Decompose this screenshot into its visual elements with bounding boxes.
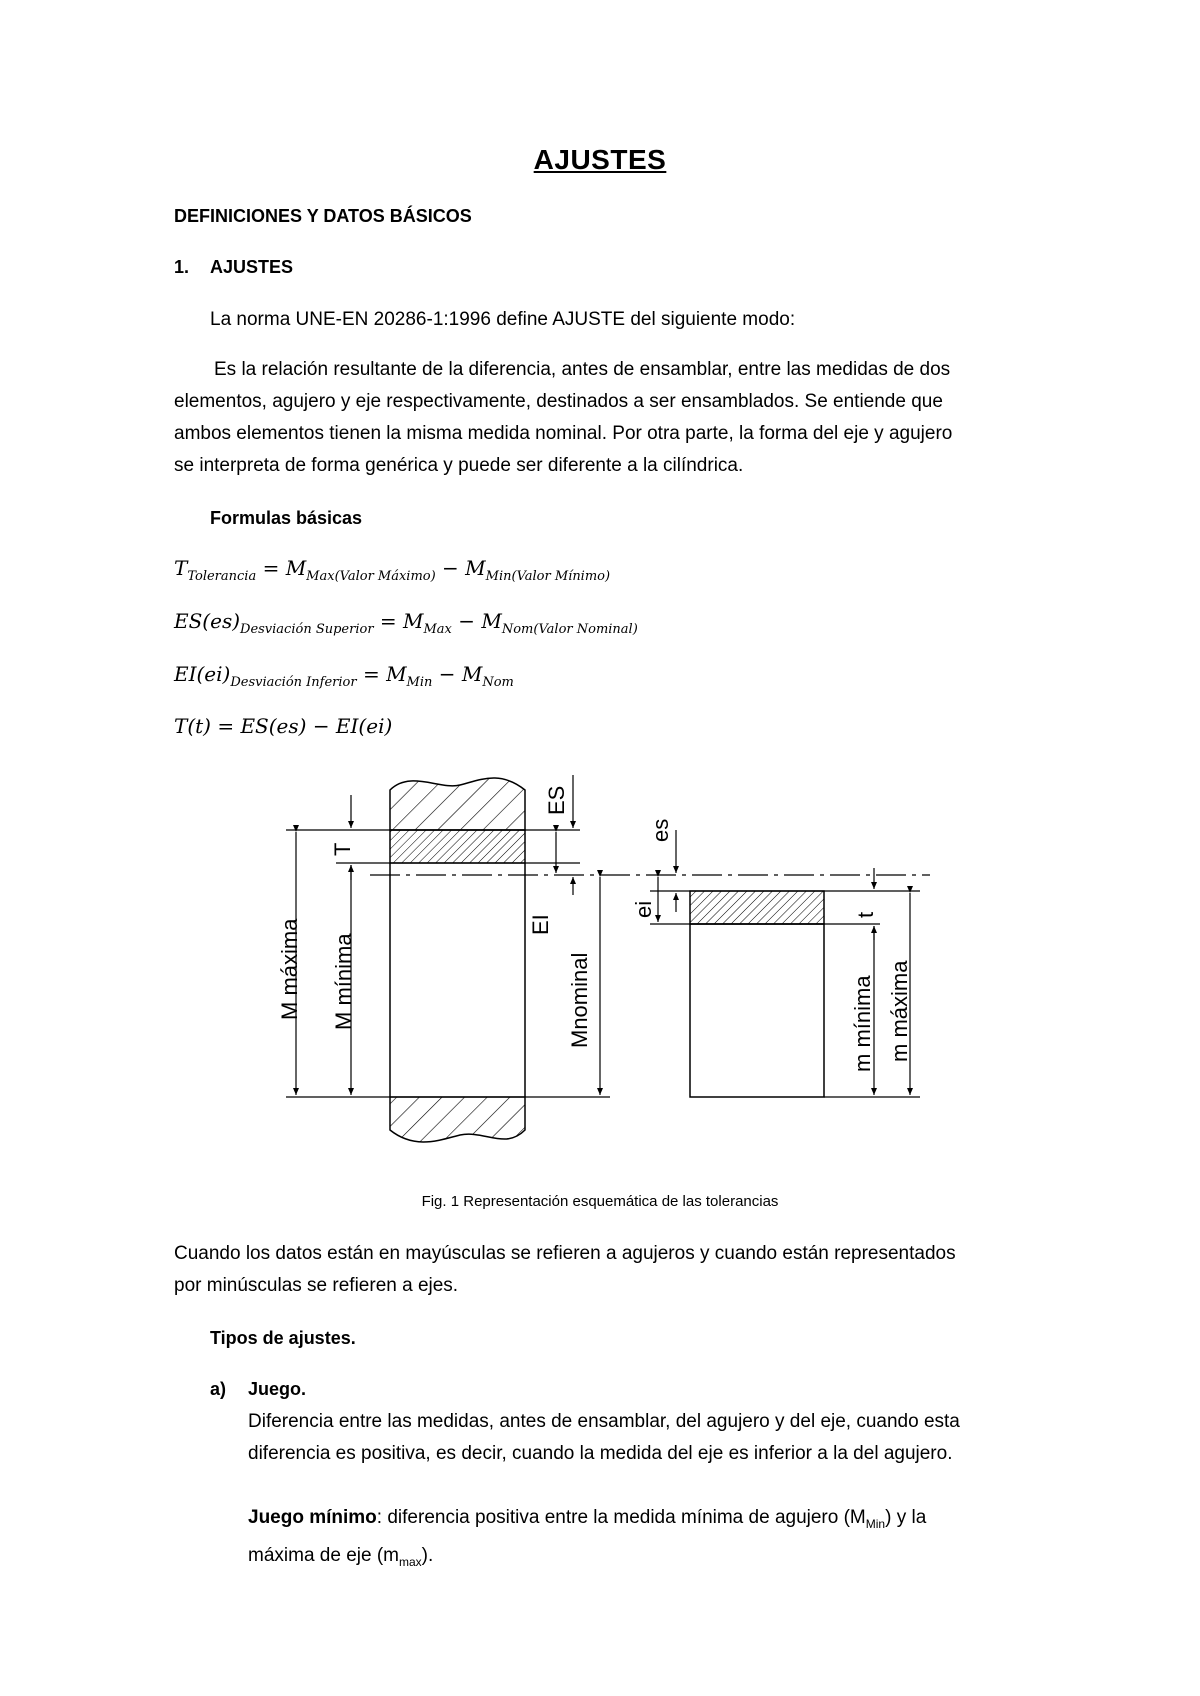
- label-M-minima: M mínima: [331, 933, 356, 1030]
- formula-total-tolerance: T(t) = ES(es) − EI(ei): [174, 714, 393, 738]
- juego-minimo-line-2: máxima de eje $(m_{max})$.: [248, 1544, 434, 1569]
- formula-lower-deviation: $EI(ei)_{Desviación Inferior} = M_{Min} - M_{Nom}$: [174, 662, 514, 690]
- label-m-maxima: m máxima: [887, 960, 912, 1062]
- label-t: t: [853, 911, 878, 918]
- juego-paragraph: [248, 1406, 1108, 1470]
- page-title: AJUSTES: [533, 144, 667, 175]
- figure-caption: Fig. 1 Representación esquemática de las tolerancias: [421, 1193, 779, 1210]
- juego-label: Juego.: [248, 1379, 307, 1399]
- label-T: T: [330, 842, 355, 856]
- hole-bottom-hatch: [390, 1097, 525, 1142]
- formulas-heading: Formulas básicas: [210, 508, 363, 528]
- note-line-1: Cuando los datos están en mayúsculas se refieren a agujeros y cuando están representados: [174, 1243, 956, 1264]
- intro-text: La norma UNE-EN 20286-1:1996 define AJUSTE del siguiente modo:: [210, 309, 796, 330]
- tipos-heading: Tipos de ajustes.: [210, 1328, 356, 1348]
- tolerance-diagram: [0, 760, 1200, 1160]
- juego-minimo-label: Juego mínimo: [248, 1507, 377, 1528]
- hole-top-hatch: [390, 778, 525, 830]
- label-es: es: [648, 818, 673, 842]
- definition-line-3: ambos elementos tienen la misma medida nominal. Por otra parte, la forma del eje y agujero: [174, 423, 953, 444]
- formula-upper-deviation: $ES(es)_{Desviación Superior} = M_{Max} - M_{Nom(Valor Nominal)}$: [174, 609, 638, 637]
- juego-line-2: diferencia es positiva, es decir, cuando la medida del eje es inferior a la del agujero.: [248, 1443, 953, 1464]
- item-number: 1.: [174, 257, 190, 277]
- shaft-part: [690, 891, 824, 1097]
- juego-minimo-line-1: Juego mínimo: diferencia positiva entre la medida mínima de agujero $(M_{Min})$ y la: [248, 1507, 927, 1531]
- label-Mnominal: Mnominal: [567, 952, 592, 1048]
- note-line-2: por minúsculas se refieren a ejes.: [174, 1275, 459, 1296]
- juego-marker: a): [210, 1379, 227, 1399]
- item-label: AJUSTES: [210, 257, 294, 277]
- label-EI: EI: [528, 914, 553, 935]
- hole-part: [390, 778, 525, 1142]
- section-heading: DEFINICIONES Y DATOS BÁSICOS: [174, 206, 472, 226]
- note-paragraph: [174, 1238, 1074, 1302]
- juego-line-1: Diferencia entre las medidas, antes de ensamblar, del agujero y del eje, cuando esta: [248, 1411, 960, 1432]
- definition-paragraph: [174, 354, 1054, 482]
- label-ES: ES: [544, 785, 569, 815]
- definition-line-1: Es la relación resultante de la diferencia, antes de ensamblar, entre las medidas de dos: [214, 359, 951, 380]
- formula-tolerance: $T_{Tolerancia} = M_{Max(Valor Máximo)} - M_{Min(Valor Mínimo)}$: [174, 556, 611, 584]
- definition-line-2: elementos, agujero y eje respectivamente, destinados a ser ensamblados. Se entiende que: [174, 391, 943, 412]
- label-ei: ei: [631, 900, 656, 918]
- hole-tolerance-zone: [390, 830, 525, 863]
- definition-line-4: se interpreta de forma genérica y puede ser diferente a la cilíndrica.: [174, 455, 744, 476]
- label-M-maxima: M máxima: [277, 918, 302, 1020]
- shaft-tolerance-zone: [690, 891, 824, 924]
- juego-minimo-paragraph: [248, 1502, 1108, 1578]
- label-m-minima: m mínima: [850, 975, 875, 1072]
